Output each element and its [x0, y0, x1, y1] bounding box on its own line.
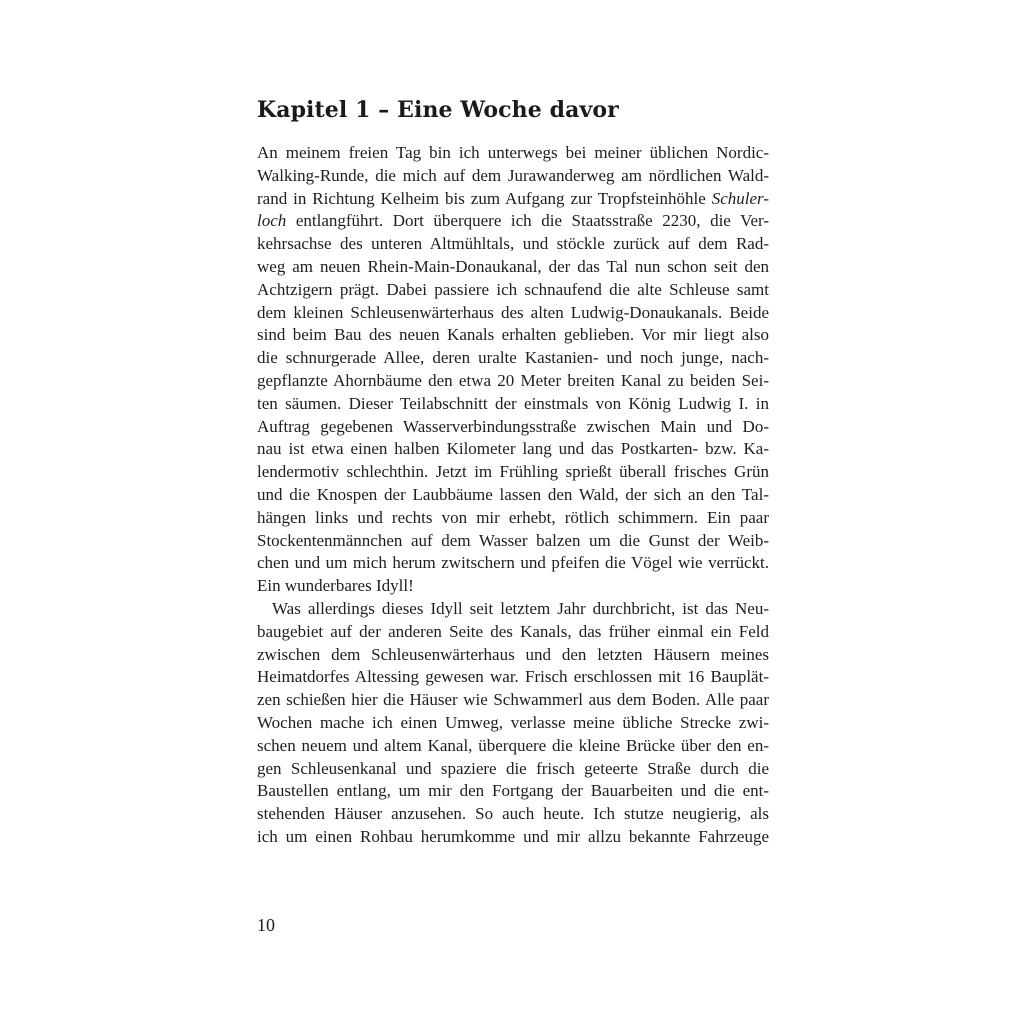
- text-line: Was allerdings dieses Idyll seit letztem Jahr durchbricht, ist das Neu-: [272, 598, 769, 618]
- text-line: und die Knospen der Laubbäume lassen den Wald, der sich an den Tal-: [257, 484, 769, 504]
- text-line: lendermotiv schlechthin. Jetzt im Frühling sprießt überall frisches Grün: [257, 462, 769, 482]
- text-line: Heimatdorfes Altessing gewesen war. Frisch erschlossen mit 16 Bauplät-: [257, 667, 769, 687]
- text-line: ten säumen. Dieser Teilabschnitt der einstmals von König Ludwig I. in: [257, 393, 769, 413]
- text-line: schen neuem und altem Kanal, überquere die kleine Brücke über den en-: [257, 735, 769, 755]
- text-line: Stockentenmännchen auf dem Wasser balzen um die Gunst der Weib-: [257, 530, 769, 550]
- text-line: baugebiet auf der anderen Seite des Kanals, das früher einmal ein Feld: [257, 621, 769, 641]
- text-line: ich um einen Rohbau herumkomme und mir allzu bekannte Fahrzeuge: [257, 826, 769, 846]
- text-line: chen und um mich herum zwitschern und pfeifen die Vögel wie verrückt.: [257, 553, 769, 573]
- text-line: Achtzigern prägt. Dabei passiere ich schnaufend die alte Schleuse samt: [257, 279, 769, 299]
- text-line: An meinem freien Tag bin ich unterwegs bei meiner üblichen Nordic-: [257, 143, 769, 162]
- text-line: stehenden Häuser anzusehen. So auch heute. Ich stutze neugierig, als: [257, 804, 769, 824]
- text-line: dem kleinen Schleusenwärterhaus des alten Ludwig-Donaukanals. Beide: [257, 302, 769, 322]
- text-line: gen Schleusenkanal und spaziere die frisch geteerte Straße durch die: [257, 758, 769, 778]
- cave-name: Schuler-: [711, 188, 769, 208]
- text-line: Walking-Runde, die mich auf dem Jurawanderweg am nördlichen Wald-: [257, 165, 769, 185]
- text-line: rand in Richtung Kelheim bis zum Aufgang zur Tropfsteinhöhle Schuler-: [257, 188, 769, 208]
- text-line: weg am neuen Rhein-Main-Donaukanal, der das Tal nun schon seit den: [257, 256, 769, 276]
- text-line: Wochen mache ich einen Umweg, verlasse meine übliche Strecke zwi-: [257, 712, 769, 732]
- cave-name: loch: [257, 211, 287, 231]
- text-line: kehrsachse des unteren Altmühltals, und stöckle zurück auf dem Rad-: [257, 234, 769, 254]
- text-line: loch entlangführt. Dort überquere ich die Staatsstraße 2230, die Ver-: [257, 211, 769, 231]
- text-line: Auftrag gegebenen Wasserverbindungsstraße zwischen Main und Do-: [257, 416, 769, 436]
- text-line: gepflanzte Ahornbäume den etwa 20 Meter breiten Kanal zu beiden Sei-: [257, 370, 769, 390]
- text-line: sind beim Bau des neuen Kanals erhalten geblieben. Vor mir liegt also: [257, 325, 769, 345]
- body-text: [257, 142, 769, 849]
- text-line: die schnurgerade Allee, deren uralte Kastanien- und noch junge, nach-: [257, 348, 769, 368]
- text-line: nau ist etwa einen halben Kilometer lang und das Postkarten- bzw. Ka-: [257, 439, 769, 459]
- chapter-title: Kapitel 1 – Eine Woche davor: [257, 97, 619, 123]
- page-number: 10: [257, 915, 275, 935]
- text-line: zen schießen hier die Häuser wie Schwammerl aus dem Boden. Alle paar: [257, 690, 769, 710]
- text-line: Ein wunderbares Idyll!: [257, 576, 414, 596]
- text-line: zwischen dem Schleusenwärterhaus und den letzten Häusern meines: [257, 644, 769, 664]
- text-line: Baustellen entlang, um mir den Fortgang der Bauarbeiten und die ent-: [257, 781, 769, 801]
- text-line: hängen links und rechts von mir erhebt, rötlich schimmern. Ein paar: [257, 507, 769, 527]
